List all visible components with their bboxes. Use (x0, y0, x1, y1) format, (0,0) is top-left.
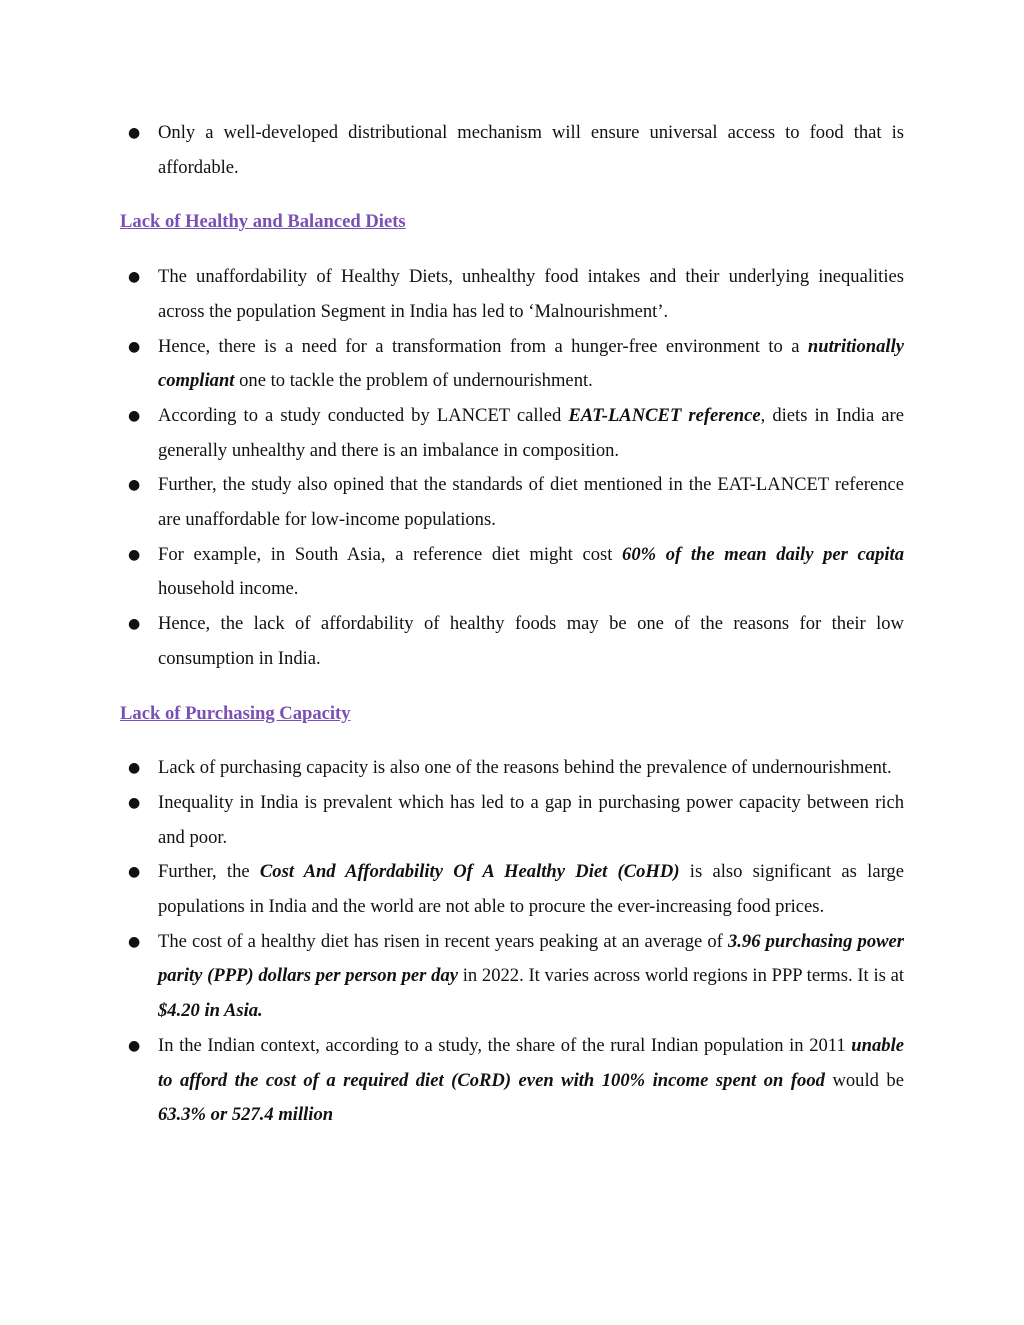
emphasized-text: 3.96 purchasing power parity (PPP) dollars per person per day (158, 930, 905, 987)
emphasized-text: $4.20 in Asia. (158, 1000, 263, 1022)
bullet-item (120, 1029, 904, 1133)
bullet-icon: ● (128, 546, 141, 563)
emphasized-text: EAT-LANCET reference (568, 404, 761, 426)
body-text: Further, the (158, 861, 260, 883)
bullet-icon: ● (128, 125, 141, 141)
section-heading[interactable]: Lack of Purchasing Capacity (120, 702, 351, 724)
body-text: Further, the study also opined that the standards of diet mentioned in the EAT-LANCET reference are unaffordable for low-income populations. (158, 474, 904, 531)
section-spacer (120, 185, 904, 205)
bullet-item (120, 468, 904, 537)
body-text: Only a well-developed distributional mechanism will ensure universal access to food that is affordable. (158, 122, 904, 178)
emphasized-text: 63.3% or 527.4 million (158, 1104, 334, 1126)
body-text: , diets in India are generally unhealthy and there is an imbalance in composition. (158, 404, 904, 461)
body-text: would be (824, 1069, 904, 1091)
bullet-item (120, 260, 904, 329)
body-text: Hence, there is a need for a transformation from a hunger-free environment to a (158, 335, 808, 357)
body-text: The cost of a healthy diet has risen in recent years peaking at an average of (158, 930, 728, 952)
section-heading[interactable]: Lack of Healthy and Balanced Diets (120, 211, 406, 233)
bullet-icon: ● (128, 864, 141, 881)
body-text: in 2022. It varies across world regions in PPP terms. It is at (458, 965, 904, 987)
body-text: is also significant as large populations in India and the world are not able to procure the ever-increasing food prices. (158, 861, 904, 918)
body-text: Inequality in India is prevalent which has led to a gap in purchasing power capacity between rich and poor. (158, 791, 904, 848)
bullet-item (120, 751, 904, 786)
bullet-icon: ● (128, 407, 141, 424)
bullet-item (120, 925, 904, 1029)
bullet-icon: ● (128, 477, 141, 494)
section-spacer (120, 677, 904, 697)
emphasized-text: Cost And Affordability Of A Healthy Diet (CoHD) (259, 861, 680, 883)
bullet-list (120, 751, 904, 1133)
bullet-icon: ● (128, 338, 141, 355)
bullet-icon: ● (128, 616, 141, 633)
emphasized-text: nutritionally compliant (158, 335, 904, 392)
body-text: Hence, the lack of affordability of healthy foods may be one of the reasons for their low consumption in India. (158, 613, 904, 669)
emphasized-text: 60% of the mean daily per capita (622, 543, 904, 565)
bullet-item (120, 607, 904, 676)
body-text: The unaffordability of Healthy Diets, unhealthy food intakes and their underlying inequalities across the population Segment in India has led to ‘Malnourishment’. (158, 266, 904, 322)
body-text: According to a study conducted by LANCET called (158, 404, 569, 426)
body-text: one to tackle the problem of undernourishment. (234, 370, 593, 392)
bullet-item (120, 786, 904, 855)
bullet-item (120, 330, 904, 399)
body-text: For example, in South Asia, a reference diet might cost (158, 543, 623, 565)
emphasized-text: unable to afford the cost of a required diet (CoRD) even with 100% income spent on food (158, 1034, 904, 1091)
section-spacer (120, 731, 904, 751)
bullet-list (120, 260, 904, 676)
bullet-item (120, 855, 904, 924)
bullet-item (120, 399, 904, 468)
bullet-icon: ● (128, 269, 141, 286)
bullet-icon: ● (128, 933, 141, 950)
bullet-list (120, 116, 904, 185)
bullet-item (120, 538, 904, 607)
body-text: In the Indian context, according to a study, the share of the rural Indian population in 2011 (158, 1034, 852, 1056)
body-text: household income. (158, 578, 299, 600)
bullet-icon: ● (128, 1037, 141, 1054)
body-text: Lack of purchasing capacity is also one of the reasons behind the prevalence of undernourishment. (158, 757, 892, 779)
document-body (120, 116, 904, 1133)
bullet-icon: ● (128, 760, 141, 777)
bullet-icon: ● (128, 794, 141, 811)
section-spacer (120, 240, 904, 260)
bullet-item (120, 116, 904, 185)
